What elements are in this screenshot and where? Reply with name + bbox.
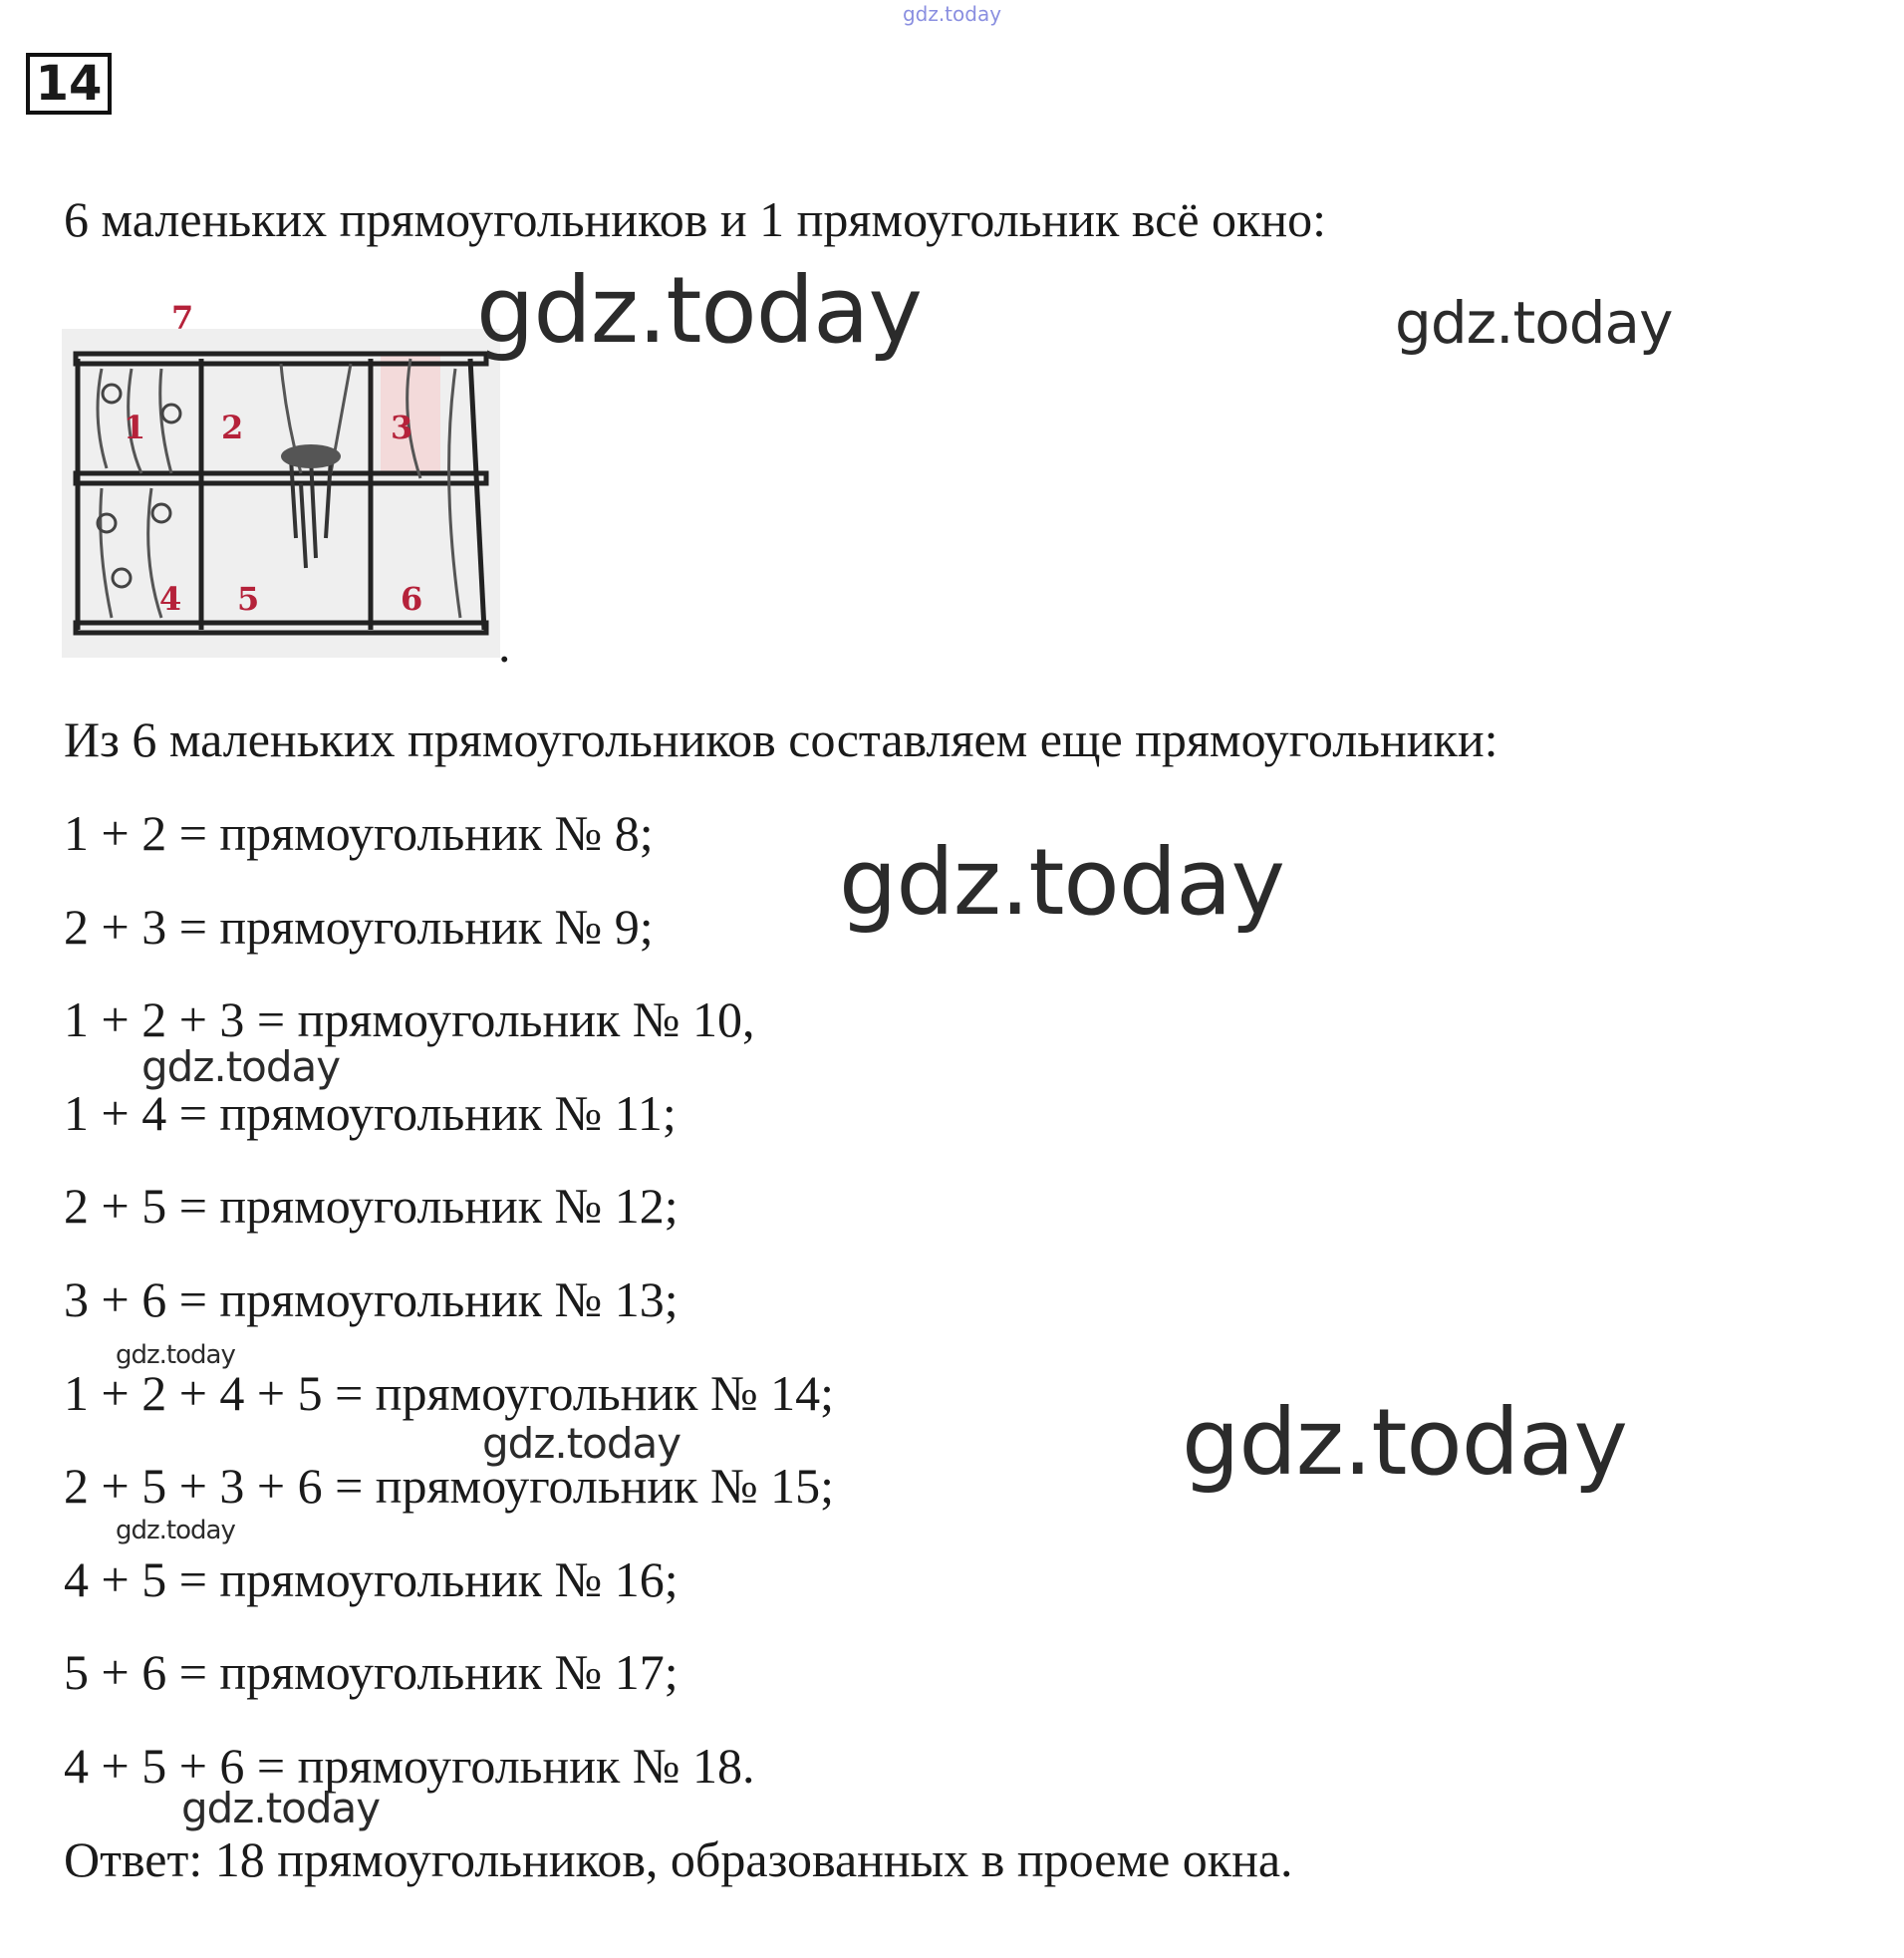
combination-line: 4 + 5 = прямоугольник № 16; [64, 1551, 679, 1607]
watermark: gdz.today [181, 1784, 381, 1832]
combination-line: 2 + 5 + 3 + 6 = прямоугольник № 15; [64, 1458, 835, 1514]
watermark: gdz.today [141, 1042, 341, 1091]
label-6: 6 [401, 580, 423, 618]
label-4: 4 [159, 580, 182, 618]
combination-line: 5 + 6 = прямоугольник № 17; [64, 1644, 679, 1700]
figure-period: . [498, 617, 511, 673]
combination-line: 1 + 2 = прямоугольник № 8; [64, 805, 654, 861]
label-3: 3 [391, 409, 413, 446]
label-2: 2 [221, 409, 244, 446]
watermark: gdz.today [116, 1340, 235, 1370]
top-watermark: gdz.today [902, 2, 1002, 26]
watermark: gdz.today [839, 829, 1284, 936]
combination-line: 1 + 4 = прямоугольник № 11; [64, 1085, 677, 1141]
watermark: gdz.today [476, 257, 922, 364]
combination-line: 1 + 2 + 3 = прямоугольник № 10, [64, 991, 755, 1047]
answer-text: Ответ: 18 прямоугольников, образованных в проеме окна. [64, 1831, 1293, 1887]
combination-line: 2 + 3 = прямоугольник № 9; [64, 899, 654, 955]
combination-line: 2 + 5 = прямоугольник № 12; [64, 1178, 679, 1234]
watermark: gdz.today [482, 1419, 681, 1468]
intro-text: 6 маленьких прямоугольников и 1 прямоугольник всё окно: [64, 191, 1326, 247]
label-1: 1 [124, 409, 146, 446]
window-drawing [62, 299, 500, 658]
watermark: gdz.today [1182, 1389, 1627, 1496]
task-number-box: 14 [26, 53, 112, 115]
combination-line: 3 + 6 = прямоугольник № 13; [64, 1271, 679, 1327]
watermark: gdz.today [116, 1516, 235, 1545]
window-figure [62, 299, 500, 658]
label-5: 5 [237, 580, 260, 618]
label-7: 7 [171, 299, 194, 337]
combination-line: 1 + 2 + 4 + 5 = прямоугольник № 14; [64, 1365, 835, 1421]
watermark: gdz.today [1395, 289, 1673, 357]
combination-line: 4 + 5 + 6 = прямоугольник № 18. [64, 1738, 755, 1794]
chandelier-top [281, 444, 341, 468]
subheading: Из 6 маленьких прямоугольников составляем еще прямоугольники: [64, 711, 1498, 767]
